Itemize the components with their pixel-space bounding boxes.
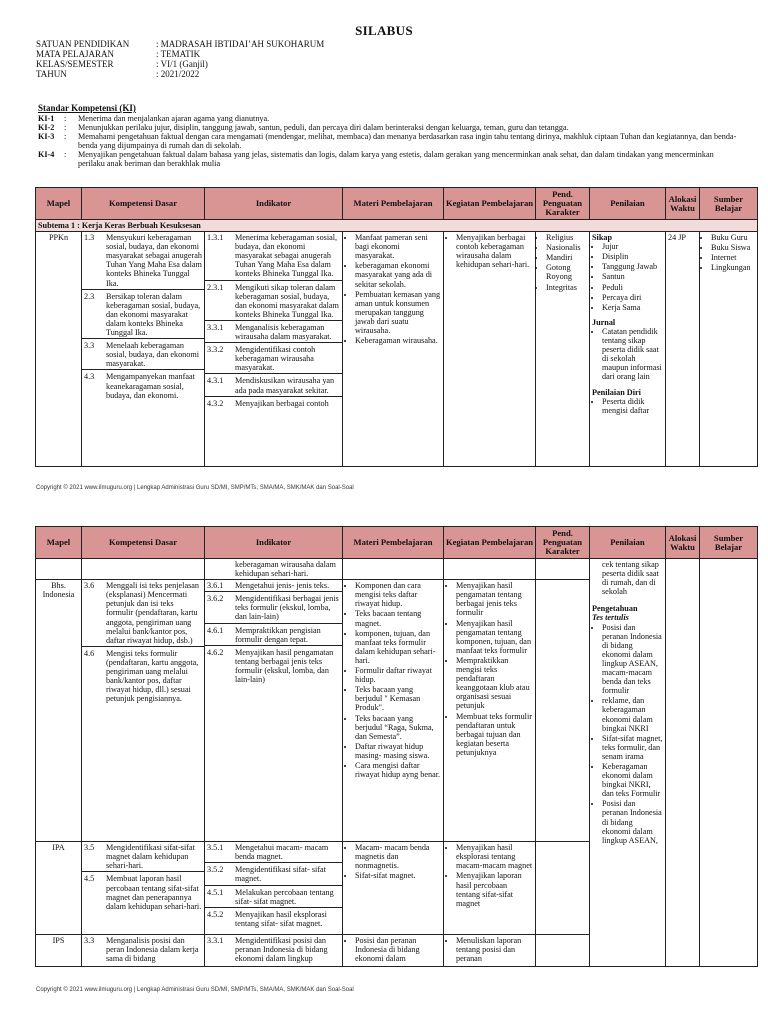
kd-cell — [82, 842, 205, 935]
table-header-row — [36, 527, 758, 559]
bullet-item: • Menyajikan hasil pengamatan tentang komponen, tujuan, dan manfaat teks formulir — [456, 619, 533, 655]
document-meta — [36, 39, 324, 79]
column-header: Penilaian — [590, 527, 666, 559]
meta-value: : VI/1 (Ganjil) — [156, 59, 208, 69]
column-header: Alokasi Waktu — [666, 188, 700, 220]
ki-item — [38, 132, 738, 150]
bullet-item: • Formulir daftar riwayat hidup. — [355, 666, 441, 684]
bullet-item: • reklame, dan keberagaman ekonomi dalam bingkai NKRI — [602, 696, 663, 732]
numbered-item — [205, 232, 342, 279]
subtema-row — [36, 220, 758, 232]
sikap-label: Sikap — [592, 233, 613, 243]
item-number: 4.5 — [84, 874, 95, 884]
bullet-item: • Cara mengisi daftar riwayat hidup ayng benar. — [355, 761, 441, 779]
item-text: Menganalisis posisi dan peran Indonesia dalam kerja sama di bidang — [106, 936, 199, 964]
item-number: 3.3.1 — [207, 936, 224, 946]
column-header: Kompetensi Dasar — [82, 527, 205, 559]
bullet-item: • Percaya diri — [602, 293, 663, 302]
item-number: 3.3.1 — [207, 322, 224, 332]
column-header: Materi Pembelajaran — [343, 188, 444, 220]
item-text: Menggali isi teks penjelasan (eksplanasi) Mencermati petunjuk dan isi teks formulir (pendaftaran, kartu anggota, pengiriman uang melalui bank/kantor pos, daftar riwayat hidup, dsb.) — [106, 581, 199, 645]
numbered-item — [205, 580, 342, 591]
numbered-item — [82, 338, 204, 369]
numbered-item — [205, 623, 342, 645]
item-text: Menganalisis keberagaman wirausaha dalam masyarakat. — [235, 322, 332, 342]
alokasi-cell — [666, 559, 700, 967]
column-header: Indikator — [205, 527, 343, 559]
indikator-continued: keberagaman wirausaha dalam kehidupan sehari-hari. — [235, 560, 336, 579]
bullet-item: • Catatan pendidik tentang sikap peserta didik saat di sekolah maupun informasi dari orang lain — [602, 327, 663, 382]
item-text: Melakukan percobaan tentang sifat- sifat magnet. — [235, 887, 334, 906]
kd-cell — [82, 935, 205, 967]
bullet-item: • Sifat-sifat magnet. — [355, 871, 441, 880]
mapel-cell: PPKn — [36, 232, 82, 467]
meta-row — [36, 49, 324, 59]
ki-code: KI-3 — [38, 132, 55, 141]
item-number: 3.5.1 — [207, 843, 224, 853]
item-text: Mengidentifikasi contoh keberagaman wirausaha masyarakat. — [235, 345, 316, 373]
item-number: 1.3 — [84, 233, 95, 243]
bullet-item: • Komponen dan cara mengisi teks daftar riwayat hidup. — [355, 581, 441, 608]
ki-list — [38, 114, 738, 168]
numbered-item — [205, 280, 342, 320]
mapel-cell: Bhs. Indonesia — [36, 580, 82, 842]
item-text: Mengidentifikasi posisi dan peranan Indonesia di bidang ekonomi dalam lingkup — [235, 936, 328, 964]
item-text: Mengidentifikasi berbagai jenis teks formulir (ekskul, lomba, dan lain-lain) — [235, 594, 339, 622]
numbered-item — [205, 591, 342, 622]
bullet-item: • Macam- macam benda magnetis dan nonmagnetis. — [355, 843, 441, 870]
item-text: Mensyukuri keberagaman sosial, budaya, dan ekonomi masyarakat sebagai anugerah Tuhan Yang Maha Esa dalam konteks Bhineka Tunggal Ika. — [106, 233, 202, 288]
bullet-item: • Teks bacaan yang berjudul " Kemasan Produk". — [355, 685, 441, 712]
column-header: Kompetensi Dasar — [82, 188, 205, 220]
column-header: Mapel — [36, 188, 82, 220]
item-number: 2.3 — [84, 291, 95, 301]
ki-code: KI-1 — [38, 114, 55, 123]
document-title: SILABUS — [355, 23, 413, 38]
numbered-item — [82, 232, 204, 289]
ki-text: Menerima dan menjalankan ajaran agama yang dianutnya. — [78, 114, 270, 123]
item-text: Membuat laporan hasil percobaan tentang sifat-sifat magnet dan penerapannya dalam kehidupan sehari-hari. — [106, 874, 202, 911]
table-row-ppkn — [36, 232, 758, 467]
column-header: Sumber Belajar — [700, 527, 758, 559]
alokasi-cell: 24 JP — [666, 232, 700, 467]
penilaian-diri-list — [592, 397, 663, 415]
ki-item — [38, 114, 738, 123]
column-header: Kegiatan Pembelajaran — [444, 527, 536, 559]
table-row-continuation — [36, 559, 758, 580]
sumber-cell — [700, 559, 758, 967]
numbered-item — [82, 369, 204, 400]
meta-value: : MADRASAH IBTIDAI’AH SUKOHARUM — [156, 39, 325, 49]
penilaian-diri-label: Penilaian Diri — [592, 387, 641, 397]
karakter-cell — [536, 232, 590, 467]
materi-cell — [343, 580, 444, 842]
indikator-cell — [205, 232, 343, 467]
bullet-item: • Keberagaman wirausaha. — [355, 336, 441, 345]
subtema-label: Subtema 1 : Kerja Keras Berbuah Kesuksesan — [36, 220, 758, 232]
numbered-item — [82, 842, 204, 871]
numbered-item — [82, 580, 204, 646]
bullet-item: • Santun — [602, 272, 663, 281]
numbered-item — [205, 885, 342, 907]
table-header-row — [36, 188, 758, 220]
numbered-item — [205, 935, 342, 964]
pengetahuan-label: Pengetahuan — [592, 604, 638, 614]
penilaian-cell — [590, 559, 666, 967]
bullet-item: • Pembuatan kemasan yang aman untuk konsumen merupakan tanggung jawab dari suatu wirausaha. — [355, 290, 441, 335]
item-text: Mengampanyekan manfaat keanekaragaman sosial, budaya, dan ekonomi. — [106, 372, 195, 400]
item-text: Menelaah keberagaman sosial, budaya, dan ekonomi masyarakat. — [106, 341, 200, 369]
mapel-cell: IPA — [36, 842, 82, 935]
bullet-item: • komponen, tujuan, dan manfaat teks formulir dalam kehidupan sehari-hari. — [355, 629, 441, 665]
materi-cell — [343, 842, 444, 935]
indikator-cell — [205, 935, 343, 967]
meta-row — [36, 69, 324, 79]
bullet-item: • Mempraktikkan mengisi teks pendaftaran keanggotaan klub atau organisasi sesuai petunjuk — [456, 656, 533, 711]
penilaian-continued: cek tentang sikap peserta didik saat di rumah, dan di sekolah — [602, 560, 659, 597]
mapel-cell — [36, 559, 82, 580]
item-number: 4.3 — [84, 372, 95, 382]
kegiatan-cell — [444, 842, 536, 935]
item-number: 4.5.2 — [207, 909, 224, 919]
karakter-cell — [536, 580, 590, 842]
ki-separator: : — [64, 114, 67, 123]
kegiatan-cell — [444, 232, 536, 467]
bullet-item: • Jujur — [602, 242, 663, 251]
numbered-item — [205, 842, 342, 862]
ki-code: KI-2 — [38, 123, 55, 132]
meta-key: MATA PELAJARAN — [36, 49, 115, 59]
bullet-item: • Integritas — [546, 283, 587, 292]
item-number: 3.6 — [84, 581, 95, 591]
bullet-item: • Mandiri — [546, 253, 587, 262]
bullet-item: • Menyajikan hasil pengamatan tentang berbagai jenis teks formulir — [456, 581, 533, 617]
bullet-item: • Nasionalis — [546, 243, 587, 252]
indikator-cell — [205, 580, 343, 842]
meta-key: TAHUN — [36, 69, 67, 79]
item-text: Menyajikan berbagai contoh — [235, 398, 329, 408]
item-number: 3.5 — [84, 843, 95, 853]
ki-item — [38, 150, 738, 168]
meta-key: KELAS/SEMESTER — [36, 59, 114, 69]
item-text: Bersikap toleran dalam keberagaman sosial, budaya, dan ekonomi masyarakat dalam konteks Bhineka Tunggal Ika. — [106, 291, 201, 338]
item-number: 4.3.1 — [207, 376, 224, 386]
numbered-item — [205, 907, 342, 929]
footer-page-1: Copyright © 2021 www.ilmuguru.org | Lengkap Administrasi Guru SD/MI, SMP/MTs, SMA/MA, SMK/MAK dan Soal-Soal — [36, 485, 354, 491]
column-header: Materi Pembelajaran — [343, 527, 444, 559]
bullet-item: • Teks bacaan tentang magnet. — [355, 609, 441, 627]
item-text: Mengikuti sikap toleran dalam keberagaman sosial, budaya, dan ekonomi masyarakat dalam konteks Bhineka Tunggal Ika. — [235, 282, 339, 319]
penilaian-cell — [590, 232, 666, 467]
kegiatan-cell — [444, 559, 536, 580]
item-text: Mempraktikkan pengisian formulir dengan tepat. — [235, 625, 321, 644]
indikator-cell — [205, 842, 343, 935]
numbered-item — [205, 342, 342, 373]
item-text: Menyajikan hasil eksplorasi tentang sifat- sifat magnet. — [235, 909, 327, 928]
ki-text: Menunjukkan perilaku jujur, disiplin, tanggung jawab, santun, peduli, dan percaya diri dalam berinteraksi dengan keluarga, teman, guru dan tetangga. — [78, 123, 569, 132]
bullet-item: • Buku Siswa — [711, 243, 755, 252]
numbered-item — [205, 373, 342, 395]
bullet-item: • Daftar riwayat hidup masing- masing siswa. — [355, 742, 441, 760]
item-text: Mengetahui jenis- jenis teks. — [235, 581, 330, 591]
ki-separator: : — [64, 132, 67, 141]
column-header: Indikator — [205, 188, 343, 220]
item-number: 3.5.2 — [207, 865, 224, 875]
item-number: 3.3 — [84, 936, 95, 946]
column-header: Mapel — [36, 527, 82, 559]
tes-tertulis-label: Tes tertulis — [592, 613, 629, 623]
kd-cell — [82, 232, 205, 467]
kd-cell — [82, 580, 205, 842]
ki-text: Memahami pengetahuan faktual dengan cara mengamati (mendengar, melihat, membaca) dan menanya berdasarkan rasa ingin tahu tentang dirinya, makhluk ciptaan Tuhan dan kegiatannya, dan benda-benda yang dijumpainya di rumah dan di sekolah. — [78, 132, 737, 150]
bullet-item: • Peduli — [602, 283, 663, 292]
syllabus-table-page-2 — [35, 526, 758, 967]
materi-cell — [343, 935, 444, 967]
pengetahuan-list — [592, 623, 663, 845]
item-text: Menerima keberagaman sosial, budaya, dan ekonomi masyarakat sebagai anugerah Tuhan Yang Maha Esa dalam konteks Bhineka Tunggal Ika. — [235, 233, 338, 279]
ki-heading: Standar Kompetensi (KI) — [38, 103, 136, 113]
numbered-item — [82, 871, 204, 911]
numbered-item — [82, 646, 204, 705]
meta-key: SATUAN PENDIDIKAN — [36, 39, 130, 49]
numbered-item — [205, 396, 342, 409]
kegiatan-cell — [444, 580, 536, 842]
item-text: Mengetahui macam- macam benda magnet. — [235, 843, 329, 862]
bullet-item: • Gotong Royong — [546, 263, 587, 281]
footer-page-2: Copyright © 2021 www.ilmuguru.org | Lengkap Administrasi Guru SD/MI, SMP/MTs, SMA/MA, SMK/MAK dan Soal-Soal — [36, 987, 354, 993]
bullet-item: • Menuliskan laporan tentang posisi dan peranan — [456, 936, 533, 963]
syllabus-table-page-1 — [35, 187, 758, 467]
mapel-cell: IPS — [36, 935, 82, 967]
item-number: 4.6 — [84, 648, 95, 658]
item-number: 2.3.1 — [207, 282, 224, 292]
sumber-cell — [700, 232, 758, 467]
column-header: Pend. Penguatan Karakter — [536, 188, 590, 220]
bullet-item: • Teks bacaan yang berjudul “Raga, Sukma, dan Semesta”. — [355, 714, 441, 741]
numbered-item — [205, 320, 342, 342]
kegiatan-cell — [444, 935, 536, 967]
item-number: 3.6.2 — [207, 594, 224, 604]
meta-row — [36, 39, 324, 49]
sikap-list — [592, 242, 663, 312]
bullet-item: • Menyajikan hasil eksplorasi tentang macam-macam magnet — [456, 843, 533, 870]
bullet-item: • Menyajikan berbagai contoh keberagaman wirausaha dalam kehidupan sehari-hari. — [456, 233, 533, 269]
bullet-item: • Internet — [711, 253, 755, 262]
item-number: 3.6.1 — [207, 581, 224, 591]
bullet-item: • Lingkungan — [711, 263, 755, 272]
item-number: 4.3.2 — [207, 398, 224, 408]
item-text: Mendiskusikan wirausaha yan ada pada masyarakat sekitar. — [235, 376, 335, 395]
bullet-item: • Posisi dan peranan Indonesia di bidang ekonomi dalam lingkup ASEAN, macam-macam benda dan teks formulir — [602, 623, 663, 696]
numbered-item — [82, 935, 204, 964]
bullet-item: • Keberagaman ekonomi dalam bingkai NKRI, dan teks Formulir — [602, 762, 663, 798]
bullet-item: • Buku Guru — [711, 233, 755, 242]
item-text: Mengisi teks formulir (pendaftaran, kartu anggota, pengiriman uang melalui bank/kantor pos, daftar riwayat hidup, dll.) sesuai petunjuk pengisiannya. — [106, 648, 199, 704]
jurnal-label: Jurnal — [592, 317, 616, 327]
item-number: 4.6.2 — [207, 647, 224, 657]
column-header: Kegiatan Pembelajaran — [444, 188, 536, 220]
indikator-cell — [205, 559, 343, 580]
meta-value: : TEMATIK — [156, 49, 201, 59]
ki-text: Menyajikan pengetahuan faktual dalam bahasa yang jelas, sistematis dan logis, dalam karya yang estetis, dalam gerakan yang mencerminkan anak sehat, dan dalam tindakan yang mencerminkan perilaku anak beriman dan berakhlak mulia — [78, 150, 714, 168]
bullet-item: • Manfaat pameran seni bagi ekonomi masyarakat. — [355, 233, 441, 260]
materi-cell — [343, 559, 444, 580]
item-number: 1.3.1 — [207, 233, 224, 243]
column-header: Sumber Belajar — [700, 188, 758, 220]
meta-row — [36, 59, 324, 69]
ki-separator: : — [64, 150, 67, 159]
materi-cell — [343, 232, 444, 467]
karakter-cell — [536, 842, 590, 935]
column-header: Pend. Penguatan Karakter — [536, 527, 590, 559]
bullet-item: • Membuat teks formulir pendaftaran untuk berbagai tujuan dan kegiatan beserta petunjuknya — [456, 712, 533, 757]
numbered-item — [82, 289, 204, 338]
numbered-item — [205, 862, 342, 884]
item-number: 3.3 — [84, 341, 95, 351]
item-number: 4.5.1 — [207, 887, 224, 897]
bullet-item: • Posisi dan peranan Indonesia di bidang ekonomi dalam lingkup ASEAN, — [602, 799, 663, 844]
karakter-cell — [536, 559, 590, 580]
bullet-item: • Religius — [546, 233, 587, 242]
bullet-item: • Tanggung Jawab — [602, 262, 663, 271]
karakter-cell — [536, 935, 590, 967]
kd-cell — [82, 559, 205, 580]
meta-value: : 2021/2022 — [156, 69, 200, 79]
item-number: 3.3.2 — [207, 345, 224, 355]
ki-code: KI-4 — [38, 150, 55, 159]
bullet-item: • Posisi dan peranan Indonesia di bidang ekonomi dalam — [355, 936, 441, 963]
item-text: Mengidentifikasi sifat- sifat magnet. — [235, 865, 326, 884]
jurnal-list — [592, 327, 663, 382]
bullet-item: • keberagaman ekonomi masyarakat yang ada di sekitar sekolah. — [355, 261, 441, 288]
bullet-item: • Kerja Sama — [602, 303, 663, 312]
numbered-item — [205, 645, 342, 685]
column-header: Alokasi Waktu — [666, 527, 700, 559]
bullet-item: • Disiplin — [602, 252, 663, 261]
item-number: 4.6.1 — [207, 625, 224, 635]
item-text: Mengidentifikasi sifat-sifat magnet dalam kehidupan sehari-hari. — [106, 843, 195, 871]
bullet-item: • Peserta didik mengisi daftar — [602, 397, 663, 415]
bullet-item: • Sifat-sifat magnet, teks formulir, dan senam irama — [602, 734, 663, 761]
column-header: Penilaian — [590, 188, 666, 220]
item-text: Menyajikan hasil pengamatan tentang berbagai jenis teks formulir (ekskul, lomba, dan lain-lain) — [235, 647, 334, 685]
ki-separator: : — [64, 123, 67, 132]
ki-item — [38, 123, 738, 132]
bullet-item: • Menyajikan laporan hasil percobaan tentang sifat-sifat magnet — [456, 871, 533, 907]
